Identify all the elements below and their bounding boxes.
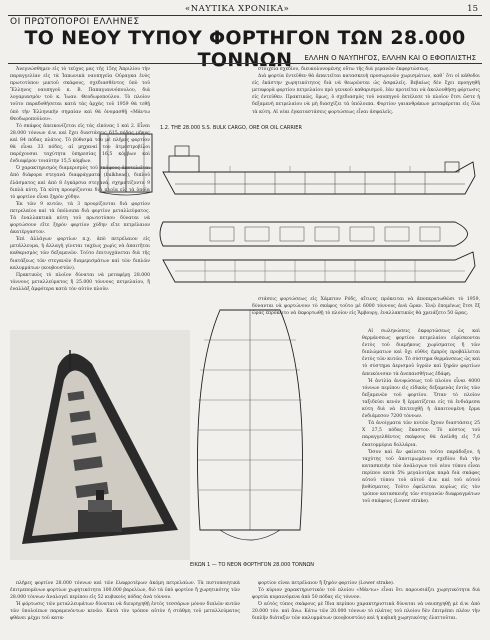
paragraph: στοιχεῖα σχεδίου, διευκολυνομένης οὕτω τῆς διὰ γερανῶν ἐκφορτώσεως. (258, 67, 430, 72)
title-rule (8, 63, 482, 64)
header-rule (8, 15, 482, 16)
column-bottom-right (252, 580, 480, 636)
paragraph: Τὸ κύριον χαρακτηριστικὸν τοῦ πλοίου «Μάντω» εἶναι ὅτι παρουσιάζει χωρητικότητα διὰ φορτία κυμαινόμενα ἀπὸ 50 πόδας εἰς τόννον. (252, 588, 480, 601)
magazine-name: «ΝΑΥΤΙΚΑ ΧΡΟΝΙΚΑ» (185, 4, 290, 14)
ship-cross-section-diagram (96, 128, 156, 198)
paragraph: Ὁ αὐτὸς τύπος σκάφους μὲ ἴδια περίπου χαρακτηριστικὰ δύναται νὰ ναυπηγηθῇ μὲ d.w. ἀπὸ 20.000 τόν. καὶ ἄνω. Κάτω τῶν 20.000 τόννων τὸ πλάτος τοῦ πλοίου δὲν ἐπιτρέπει πλέον τὴν διπλῆν διάταξιν τῶν καλυμμάτων (κουβουστῶν) καὶ ἡ κυβικὴ χωρητικότης ἐλαττοῦται. (252, 602, 480, 622)
paragraph: Τὸ σκάφος ἀπεικονίζεται εἰς τὰς εἰκόνας 1 καὶ 2. Εἶναι 28.000 τόννων d.w. καὶ ἔχει διαστάσεις 615 πόδας μῆκος καὶ 84 πόδας πλάτος. Τὸ βύθισμά του μὲ πλῆρες φορτίον θὰ εἶναι 33 πόδες, αἱ μηχαναί του ἀτμοστροβίλοι παρέχουσαι ταχύτητα ὑπηρεσίας 16,5 κόμβων καὶ ἐνδιαφέρον τοιαύτην 15,5 κόμβων. (10, 123, 150, 165)
paragraph: Αἱ σωληνώσεις ἐκφορτώσεως ὡς καὶ θερμάνσεως φορτίου πετρελαίου εὑρίσκονται ἐντὸς τοῦ διαμήκους χωρίσματος ἢ τῶν διπλώματων καὶ ὄχι εὐθὺς ἐμπρὸς προβάλλεται ἐντὸς τῶν κυτῶν. Τὸ σύστημα θερμάνσεως ὡς καὶ τὸ σύστημα ἀερισμοῦ ὑγρῶν καὶ ξηρῶν φορτίων ἀπεικόνισαν τὰ ἀνεπαισθήτως ἐδάφη. (362, 329, 480, 377)
page-number: 15 (467, 4, 478, 14)
ship-profile-drawing (155, 132, 483, 294)
figure-caption: ΕΙΚΩΝ 1 — ΤΟ ΝΕΟΝ ΦΟΡΤΗΓΟΝ 28.000 ΤΟΝΝΩΝ (189, 562, 315, 568)
article-title: ΤΟ ΝΕΟΥ ΤΥΠΟΥ ΦΟΡΤΗΓΟΝ ΤΩΝ 28.000 ΤΟΝΝΩΝ (24, 27, 466, 71)
paragraph: Ὅσον καὶ ἂν φαίνεται τοῦτο παράδοξον, ἡ ταχύτης τοῦ ἀποτιμωμένου σχεδίου διὰ τὴν κατασκευὴν τῶν ἀνάλογων τοῦ νέου τύπου εἶναι περίπου κατὰ 5% μεγαλυτέρα παρὰ διὰ σκάφος αὐτοῦ τύπου τοῦ αὐτοῦ d.w. καὶ τοῦ αὐτοῦ βυθίσματος. Τοῦτο ὀφείλεται κυρίως εἰς τὸν τρόπον κατασκευῆς τῶν στεγανῶν διαφραγμάτων τοῦ σκάφους (Lower strake). (362, 449, 480, 505)
paragraph: Τὰ ἀνοίγματα τῶν κυτῶν ἔχουν διαστάσεις 25 Χ 27,5 πόδας ἕκαστον. Τὸ κόστος τοῦ παραγγελθέντος σκάφους θὰ ἀνέλθῃ εἰς 7,6 ἑκατομμύρια δολλάρια. (362, 421, 480, 448)
ship-lines-plan-drawing (180, 300, 320, 560)
column-middle (252, 296, 480, 326)
paragraph: Ἐκ τῶν 9 κυτῶν, τὰ 3 προορίζονται διὰ φορτίον πετρελαίου καὶ τὰ ὑπόλοιπα διὰ φορτίον μεταλλεύματος. Τὰ ἐναλλακτικὰ κύτη τοῦ πρωτοτύπου δύναται νὰ φορτώσουν εἴτε ξηρὸν φορτίον χύδην εἴτε πετρέλαιον ἀκατέργαστον. (10, 201, 150, 236)
paragraph: Ἐπὶ ἀλλάγων φορτίων π.χ. ἀπὸ πετρέλαιον εἰς μετάλλευμα, ἡ ἀλλαγὴ γίνεται ταχέως χωρὶς νὰ ἀπαιτῆται καθαρισμὸς τῶν δεξαμενῶν. Τοῦτο ἐπιτυγχάνεται διὰ τῆς διατάξεως τῶν στεγανῶν διαμερισμάτων καὶ τῶν διπλῶν καλυμμάτων (κουβουστῶν). (10, 237, 150, 271)
column-right (362, 328, 480, 580)
column-bottom-left (10, 580, 240, 636)
article-kicker: ΟΙ ΠΡΩΤΟΠΟΡΟΙ ΕΛΛΗΝΕΣ (10, 17, 140, 27)
paragraph: Ὁ χαρακτηρισμὸς διαμερισμὸς τοῦ σκάφους ἀποτελεῖται ἀπὸ διάφορα στεγανὰ διαφράγματα (bulkhead), διπλοῦ ἐλάσματος καὶ ἀπὸ 8 ἐγκάρσια στεγανὰ, σχηματίζοντα 9 διπλὰ κύτη. Τὰ κύτη προορίζονται διὰ πλοῖα εἰς τὰ ὁποῖα τὸ φορτίον εἶναι ξηρὸν χύδην. (10, 166, 150, 200)
paragraph: πλήρες φορτίον 28.000 τόννων καὶ τῶν ἐλαφροτέρων ἀκόμη πετρελαίων. Τὰ πιστοποιητικὰ ἐπιτρεπομένων φορτίων χωρητικότητα 100.000 βαρελίων, διὸ τὰ ὑπὸ φορτίον ἢ χωρητικότης τῶν 28.000 τόννων ἀναλογεῖ περίπου εἰς 52 κυβικοὺς πόδας ἀνὰ τόννον. (10, 581, 240, 601)
paragraph: Ἀνεγνώσθημεν εἰς τὸ τεῦχος μας τῆς 15ης Ἀπριλίου τὴν παραγγελίαν εἰς τὰ Ἰαπωνικὰ ναυπηγεῖα Οὐραγκα ἐνὸς πρωτοτύπου μικτοῦ σκάφους, σχεδιασθέντος ὑπὸ τοῦ Ἕλληνος ναυπηγοῦ κ. Β. Παπαγιαννόπουλου, διὰ λογαριασμὸν τοῦ κ. Ἰωαν. Θεοδωροπούλου. Τὸ πλοῖον τοῦτο παραδοθήσεται κατὰ τὰς ἀρχὰς τοῦ 1959 θὰ τεθῇ ὑπὸ τὴν Ἑλληνικὴν σημαίαν καὶ θὰ ὀνομασθῇ «Μάντω Θεοδωροπούλου». (10, 67, 150, 122)
drawing-caption: 1.2. THE 28.000 S.S. BULK CARGO, ORE OR OIL CARRIER (160, 125, 302, 131)
paragraph: Ἡ φόρτωσις τῶν μεταλλευμάτων δύναται νὰ διευρηγηθῇ ἐντὸς τεσσάρων μόνον διπλῶν κυτῶν τῶν ὑπολοίπων παραμενόντων κενῶν. Κατὰ τὸν τρόπον αὐτὸν ἡ στάθμη τοῦ μεταλλεύματος φθάνει μέχρι τοῦ κατα- (10, 602, 240, 622)
paragraph: στάσεις φορτώσεως εἰς Χάμπτον Ρόδς, αἵτινες πρόκειται νὰ ἀποπερατωθῶσι τὸ 1959, δύνανται νὰ φορτώνουν τὸ σκάφος τοῦτο μὲ 6000 τόννους ἀνὰ ὥραν. Ἐνῷ ἐπομένως ἔτσι ἕξ ὥρας ἐπρόκειτο νὰ ἐκφορτωθῇ τὸ πλοῖον εἰς Ἄμβουργ, ἐναλλακτικῶς θὰ χρειάζετο 50 ὥρας. (252, 297, 480, 317)
column-right-top (252, 66, 480, 122)
paragraph: Διὰ φορτία ἐντεῦθεν θὰ ἀπαιτεῖται κατασκευὴ προσωρινῶν χωρισμάτων, καθ᾽ ὅτι οἱ κάθοδοι εἰς ἑκάστην χωρητικότητος διὰ νὰ θεωρῶνται ὡς ἀσφαλεῖς. Βεβαίως δὲν ἔχει προηγηθῆ μεταφορὰ φορτίου πετρελαίου πρὸ γενικοῦ καθαρισμοῦ, ἐὰν προτεῖται νὰ ἀκολουθήσῃ φόρτωσις εἰς ἐντεῦθεν. Πρακτικῶς, ὅμως, ὁ σχεδιασμὸς τοῦ ναυπηγοῦ ἐκτέλεσε τὸ πλοῖον ἔτσι ὥστε ἡ δεξαμενὴ πετρελαίου νὰ μὴ διασχίζει τὰ ὑπόλοιπα. Φορτίον γαιανθράκων μεταφέρεται εἰς ὅλα τὰ κύτη. Αἱ νέαι ἐγκαταστάσεις φορτώσεως εἶναι ἀσφαλεῖς. (252, 74, 480, 115)
paragraph: φορτίον εἶναι πετρέλαιον ἢ ξηρὸν φορτίον (Lower strake). (258, 581, 395, 586)
paragraph: Ἡ ἀντλία ἀνυψώσεως τοῦ πλοίου εἶναι 4000 τόννων περίπου εἰς εἰδικὰς δεξαμενὰς ἐντὸς τῶν δεξαμενῶν τοῦ φορτίου. Ὅταν τὸ πλοῖον ταξιδεύει κενόν ἢ ἐρματίζεται εἰς τὰ ἐνδιάμεσα κύτη διὰ νὰ ἐπιτευχθῇ ἡ ἀπαιτουμένη ἕρμα ἐνδιάμεσον 7200 τόννων. (362, 378, 480, 420)
ship-model-illustration (10, 330, 190, 560)
article-byline: ΕΛΛΗΝ Ο ΝΑΥΠΗΓΟΣ, ΕΛΛΗΝ ΚΑΙ Ο ΕΦΟΠΛΙΣΤΗΣ (304, 54, 476, 62)
paragraph: Πρακτικῶς τὸ πλοῖον δύναται νὰ μεταφέρῃ 28.000 τόννους μεταλλεύματος ἢ 25.000 τόννους πετρελαίου, ἢ ἐναλλὰξ ἀμφότερα κατὰ τὸν αὐτὸν πλοῦν. (10, 272, 150, 292)
